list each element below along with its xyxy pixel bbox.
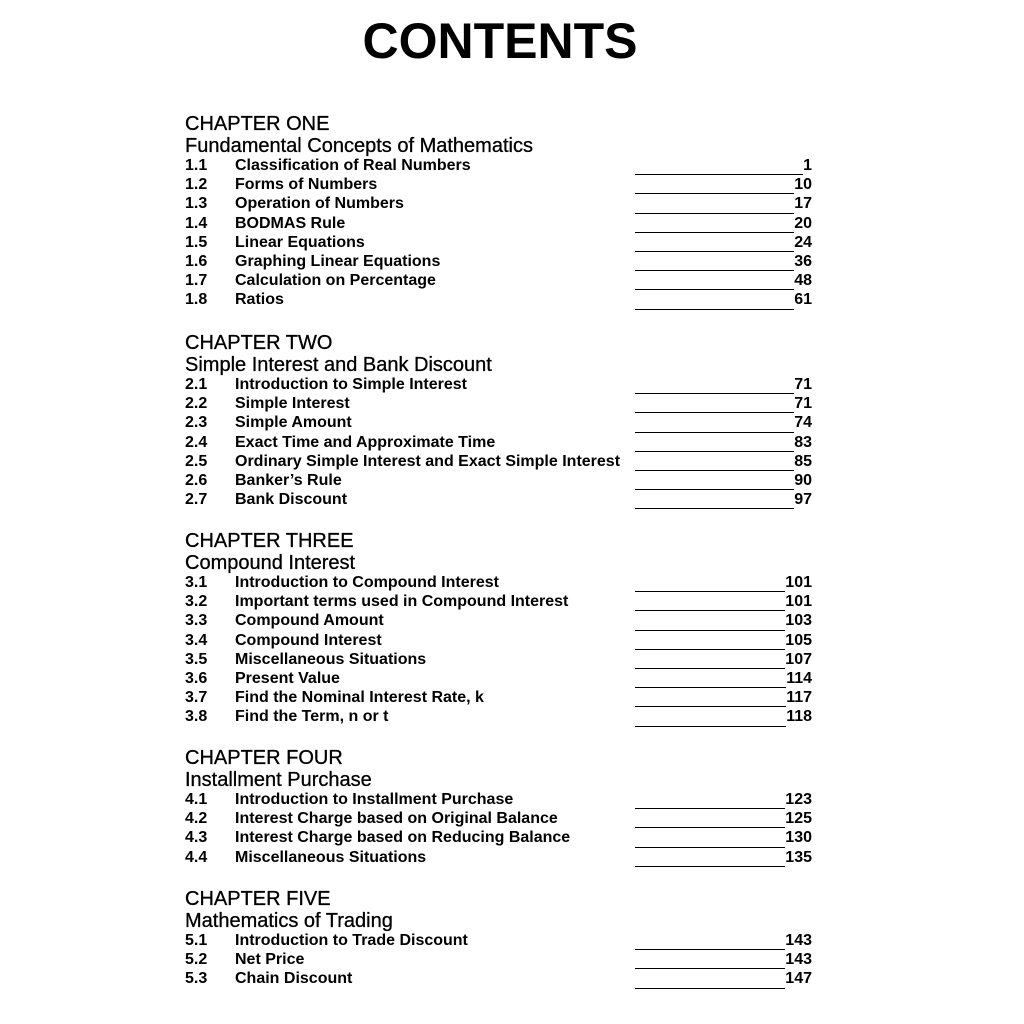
section-number: 5.1 (185, 932, 208, 949)
section-title: Introduction to Simple Interest (235, 376, 468, 393)
leader-line (635, 217, 794, 233)
section-title: Calculation on Percentage (235, 272, 436, 290)
leader-line (635, 198, 794, 214)
section-title: Classification of Real Numbers (235, 157, 471, 174)
chapter-subtitle: Mathematics of Trading (185, 910, 393, 932)
toc-entry[interactable] (185, 252, 825, 271)
toc-entry[interactable] (185, 233, 825, 252)
leader-line (635, 417, 794, 433)
page-number: 36 (794, 252, 812, 270)
toc-entry[interactable] (185, 214, 825, 233)
leader-line (635, 397, 794, 413)
chapter-heading: CHAPTER THREE (185, 530, 354, 552)
toc-entry[interactable] (185, 848, 825, 867)
chapter-section (185, 888, 825, 989)
leader-line (635, 178, 794, 194)
toc-entry[interactable] (185, 611, 825, 630)
section-number: 2.1 (185, 376, 208, 393)
chapter-heading: CHAPTER TWO (185, 332, 333, 354)
leader-line (635, 294, 794, 310)
leader-line (635, 595, 785, 611)
section-number: 5.2 (185, 951, 208, 969)
section-number: 3.3 (185, 612, 208, 630)
toc-entry[interactable] (185, 707, 825, 726)
page-number: 107 (785, 650, 812, 668)
section-number: 1.4 (185, 214, 208, 232)
section-title: Find the Nominal Interest Rate, k (235, 689, 484, 707)
page-number: 71 (794, 395, 812, 413)
page-number: 123 (785, 790, 812, 808)
page-number: 97 (794, 491, 812, 509)
chapter-heading: CHAPTER ONE (185, 113, 330, 135)
section-title: Forms of Numbers (235, 176, 378, 194)
leader-line (635, 274, 794, 290)
page-number: 130 (785, 829, 812, 847)
page-number: 10 (794, 176, 812, 194)
toc-entry[interactable] (185, 650, 825, 669)
section-title: Find the Term, n or t (235, 708, 389, 726)
page-number: 125 (785, 810, 812, 828)
chapter-subtitle: Compound Interest (185, 552, 356, 574)
page-number: 118 (786, 708, 812, 726)
leader-line (635, 691, 786, 707)
page-number: 101 (785, 593, 812, 611)
section-number: 2.7 (185, 491, 208, 509)
leader-line (635, 455, 794, 471)
toc-entry[interactable] (185, 452, 825, 471)
toc-entry[interactable] (185, 194, 825, 213)
leader-line (635, 812, 785, 828)
page-number: 83 (794, 433, 812, 451)
leader-line (635, 711, 786, 727)
section-number: 2.6 (185, 471, 208, 489)
section-number: 1.5 (185, 233, 208, 251)
section-number: 4.1 (185, 791, 208, 808)
section-title: Compound Amount (235, 612, 384, 630)
page-number: 1 (803, 156, 812, 174)
chapter-section (185, 530, 825, 727)
section-title: Compound Interest (235, 631, 382, 649)
section-title: Graphing Linear Equations (235, 252, 441, 270)
section-number: 1.1 (185, 157, 208, 174)
page-number: 17 (794, 195, 812, 213)
section-number: 3.6 (185, 669, 208, 687)
section-title: Ordinary Simple Interest and Exact Simple Interest (235, 452, 621, 470)
leader-line (635, 436, 794, 452)
leader-line (635, 851, 785, 867)
toc-entry[interactable] (185, 950, 825, 969)
section-number: 1.6 (185, 252, 208, 270)
toc-entry[interactable] (185, 175, 825, 194)
leader-line (635, 672, 786, 688)
section-title: Introduction to Compound Interest (235, 574, 499, 591)
page-number: 61 (794, 291, 812, 309)
toc-entry[interactable] (185, 828, 825, 847)
page-number: 20 (794, 214, 812, 232)
section-title: Simple Amount (235, 414, 352, 432)
page-number: 117 (786, 689, 812, 707)
section-title: Chain Discount (235, 970, 353, 988)
page-number: 143 (785, 931, 812, 949)
toc-entry[interactable] (185, 631, 825, 650)
page-number: 85 (794, 452, 812, 470)
toc-entry[interactable] (185, 790, 825, 809)
page-number: 114 (786, 669, 812, 687)
section-number: 2.3 (185, 414, 208, 432)
toc-entry[interactable] (185, 969, 825, 988)
section-title: Ratios (235, 291, 284, 309)
section-number: 2.4 (185, 433, 208, 451)
toc-entry[interactable] (185, 688, 825, 707)
page-number: 105 (785, 631, 812, 649)
page-number: 48 (794, 272, 812, 290)
section-number: 3.5 (185, 650, 208, 668)
section-number: 5.3 (185, 970, 208, 988)
section-title: Present Value (235, 669, 340, 687)
toc-entry[interactable] (185, 413, 825, 432)
toc-entry[interactable] (185, 433, 825, 452)
chapter-heading: CHAPTER FOUR (185, 747, 343, 769)
chapter-heading: CHAPTER FIVE (185, 888, 331, 910)
section-title: Miscellaneous Situations (235, 848, 427, 866)
section-number: 3.7 (185, 689, 208, 707)
leader-line (635, 378, 794, 394)
section-number: 1.8 (185, 291, 208, 309)
toc-entry[interactable] (185, 375, 825, 394)
toc-entry[interactable] (185, 156, 825, 175)
toc-entry[interactable] (185, 669, 825, 688)
section-title: BODMAS Rule (235, 214, 346, 232)
section-title: Operation of Numbers (235, 195, 404, 213)
leader-line (635, 236, 794, 252)
section-number: 1.3 (185, 195, 208, 213)
section-title: Important terms used in Compound Interest (235, 593, 569, 611)
section-number: 1.7 (185, 272, 208, 290)
page-number: 143 (785, 951, 812, 969)
leader-line (635, 973, 785, 989)
chapter-subtitle: Installment Purchase (185, 769, 372, 791)
chapter-subtitle: Fundamental Concepts of Mathematics (185, 135, 533, 157)
toc-entry[interactable] (185, 809, 825, 828)
page-number: 74 (794, 414, 812, 432)
chapter-subtitle: Simple Interest and Bank Discount (185, 354, 492, 376)
leader-line (635, 493, 794, 509)
page-number: 101 (785, 573, 812, 591)
leader-line (635, 615, 785, 631)
section-number: 2.5 (185, 452, 208, 470)
section-title: Banker’s Rule (235, 471, 342, 489)
leader-line (635, 832, 785, 848)
section-number: 4.4 (185, 848, 208, 866)
section-number: 3.2 (185, 593, 208, 611)
section-number: 3.8 (185, 708, 208, 726)
section-title: Introduction to Trade Discount (235, 932, 468, 949)
toc-entry[interactable] (185, 931, 825, 950)
toc-entry[interactable] (185, 490, 825, 509)
toc-entry[interactable] (185, 290, 825, 309)
leader-line (635, 793, 785, 809)
leader-line (635, 934, 785, 950)
page-number: 135 (785, 848, 812, 866)
page-title: CONTENTS (362, 13, 638, 69)
section-title: Linear Equations (235, 233, 365, 251)
section-title: Introduction to Installment Purchase (235, 791, 514, 808)
page-number: 24 (794, 233, 812, 251)
chapter-section (185, 332, 825, 509)
leader-line (635, 159, 803, 175)
section-title: Interest Charge based on Original Balance (235, 810, 558, 828)
toc-entry[interactable] (185, 592, 825, 611)
leader-line (635, 653, 785, 669)
section-number: 3.4 (185, 631, 208, 649)
chapter-section (185, 113, 825, 310)
section-title: Simple Interest (235, 395, 350, 413)
toc-entry[interactable] (185, 471, 825, 490)
section-number: 1.2 (185, 176, 208, 194)
leader-line (635, 576, 785, 592)
toc-entry[interactable] (185, 573, 825, 592)
chapter-section (185, 747, 825, 867)
toc-entry[interactable] (185, 394, 825, 413)
page-number: 90 (794, 471, 812, 489)
leader-line (635, 634, 785, 650)
leader-line (635, 953, 785, 969)
section-title: Miscellaneous Situations (235, 650, 427, 668)
page-number: 71 (794, 375, 812, 393)
section-title: Bank Discount (235, 491, 348, 509)
section-title: Interest Charge based on Reducing Balance (235, 829, 571, 847)
toc-entry[interactable] (185, 271, 825, 290)
section-number: 4.2 (185, 810, 208, 828)
leader-line (635, 255, 794, 271)
page-number: 147 (785, 970, 812, 988)
leader-line (635, 474, 794, 490)
section-title: Net Price (235, 951, 305, 969)
section-number: 4.3 (185, 829, 208, 847)
page-number: 103 (785, 612, 812, 630)
section-title: Exact Time and Approximate Time (235, 433, 496, 451)
section-number: 3.1 (185, 574, 208, 591)
section-number: 2.2 (185, 395, 208, 413)
